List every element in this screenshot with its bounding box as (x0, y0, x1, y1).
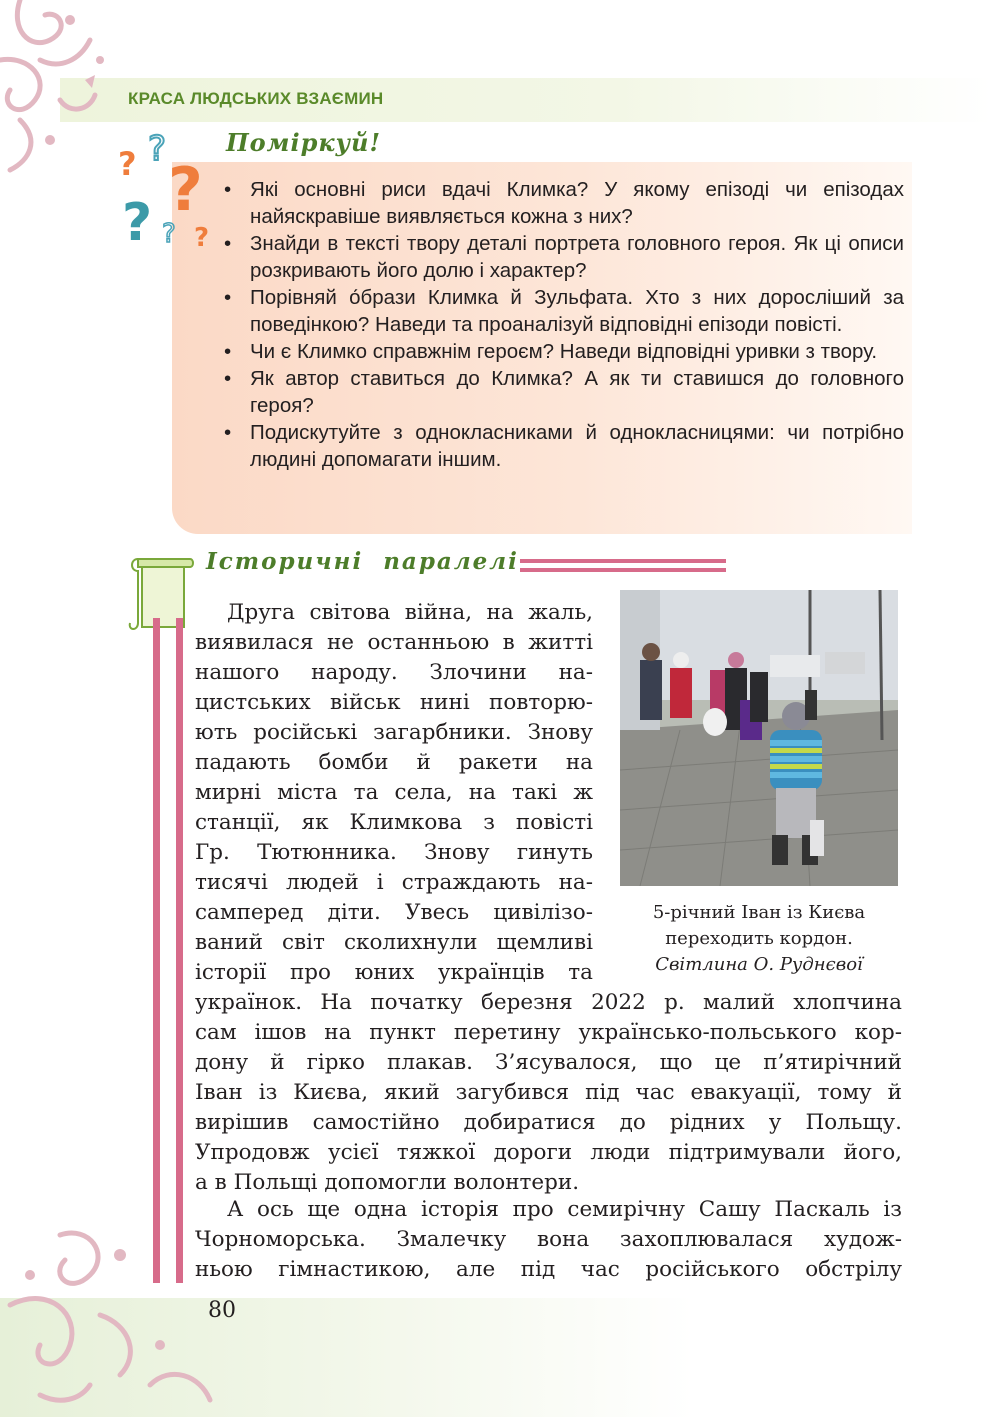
svg-text:?: ? (118, 145, 137, 183)
list-item: • Які основні риси вдачі Климка? У якому епізоді чи епізодах найяскравіше виявляється кожна з них? (224, 178, 904, 228)
caption-author: Світлина О. Руднєвої (655, 954, 863, 975)
paragraph-1-continued (195, 988, 902, 1198)
page-number: 80 (208, 1298, 236, 1323)
caption-line: переходить кордон. (665, 928, 853, 949)
text-line: самперед діти. Увесь цивілізо- (195, 900, 593, 925)
text-line: нашого народу. Злочини на- (195, 660, 593, 685)
scroll-icon (124, 553, 196, 633)
text-line: вирішив самостійно добиратися до рідних у Польщу. (195, 1110, 902, 1135)
text-line: Іван із Києва, який загубився під час евакуації, тому й (195, 1080, 902, 1105)
questions-list (222, 176, 904, 473)
list-item: • Порівняй о́брази Климка й Зульфата. Хто з них доросліший за поведінкою? Наведи та проаналізуй відповідні епізоди повісті. (224, 286, 904, 336)
caption-line: 5-річний Іван із Києва (652, 902, 866, 923)
decorative-bar (153, 618, 160, 1283)
list-item: • Як автор ставиться до Климка? А як ти ставишся до головного героя? (224, 367, 904, 417)
text-line: Друга світова війна, на жаль, (227, 600, 593, 625)
svg-text:?: ? (194, 223, 210, 250)
text-line: а в Польщі допомогли волонтери. (195, 1170, 580, 1195)
list-item: • Чи є Климко справжнім героєм? Наведи відповідні уривки з твору. (224, 340, 878, 363)
paragraph-2 (195, 1195, 902, 1285)
text-line: ваний світ сколихнули щемливі (195, 930, 593, 955)
text-line: виявилася не останньою в житті (195, 630, 593, 655)
text-line: Гр. Тютюнника. Знову гинуть (195, 840, 593, 865)
text-line: станції, як Климкова з повісті (195, 810, 593, 835)
text-line: падають бомби й ракети на (195, 750, 593, 775)
paragraph-1 (195, 598, 593, 988)
svg-text:?: ? (148, 130, 167, 169)
text-line: історії про юних українців та (195, 960, 593, 985)
think-heading: Поміркуй! (226, 128, 381, 157)
text-line: Чорноморська. Змалечку вона захоплювалася худож- (195, 1227, 902, 1252)
photo-boy-crossing-border (620, 590, 898, 886)
text-line: мирні міста та села, на такі ж (195, 780, 593, 805)
list-item: • Знайди в тексті твору деталі портрета головного героя. Як ці описи розкривають його долю і характер? (224, 232, 904, 282)
heading-underline (520, 559, 726, 573)
svg-text:?: ? (122, 193, 153, 250)
photo-caption (614, 900, 904, 978)
historical-heading: Історичні паралелі (206, 548, 519, 575)
text-line: Упродовж усієї тяжкої дороги люди підтримували його, (195, 1140, 902, 1165)
text-line: ньою гімнастикою, але під час російського обстрілу (195, 1257, 902, 1282)
svg-text:?: ? (168, 155, 203, 225)
text-line: сам ішов на пункт перетину українсько-польського кор- (195, 1020, 902, 1045)
text-line: ють російські загарбники. Знову (195, 720, 593, 745)
text-line: тисячі людей і страждають на- (195, 870, 593, 895)
question-marks-icon (118, 130, 218, 250)
decorative-bar (176, 618, 183, 1283)
list-item: • Подискутуйте з однокласниками й однокласницями: чи потрібно людині допомагати іншим. (224, 421, 904, 471)
chapter-title: КРАСА ЛЮДСЬКИХ ВЗАЄМИН (128, 89, 384, 108)
text-line: дону й гірко плакав. З’ясувалося, що це п’ятирічний (195, 1050, 902, 1075)
svg-text:?: ? (162, 219, 176, 249)
text-line: А ось ще одна історія про семирічну Сашу Паскаль із (227, 1197, 902, 1222)
text-line: цистських військ нині повторю- (195, 690, 593, 715)
text-line: українок. На початку березня 2022 р. малий хлопчина (195, 990, 902, 1015)
